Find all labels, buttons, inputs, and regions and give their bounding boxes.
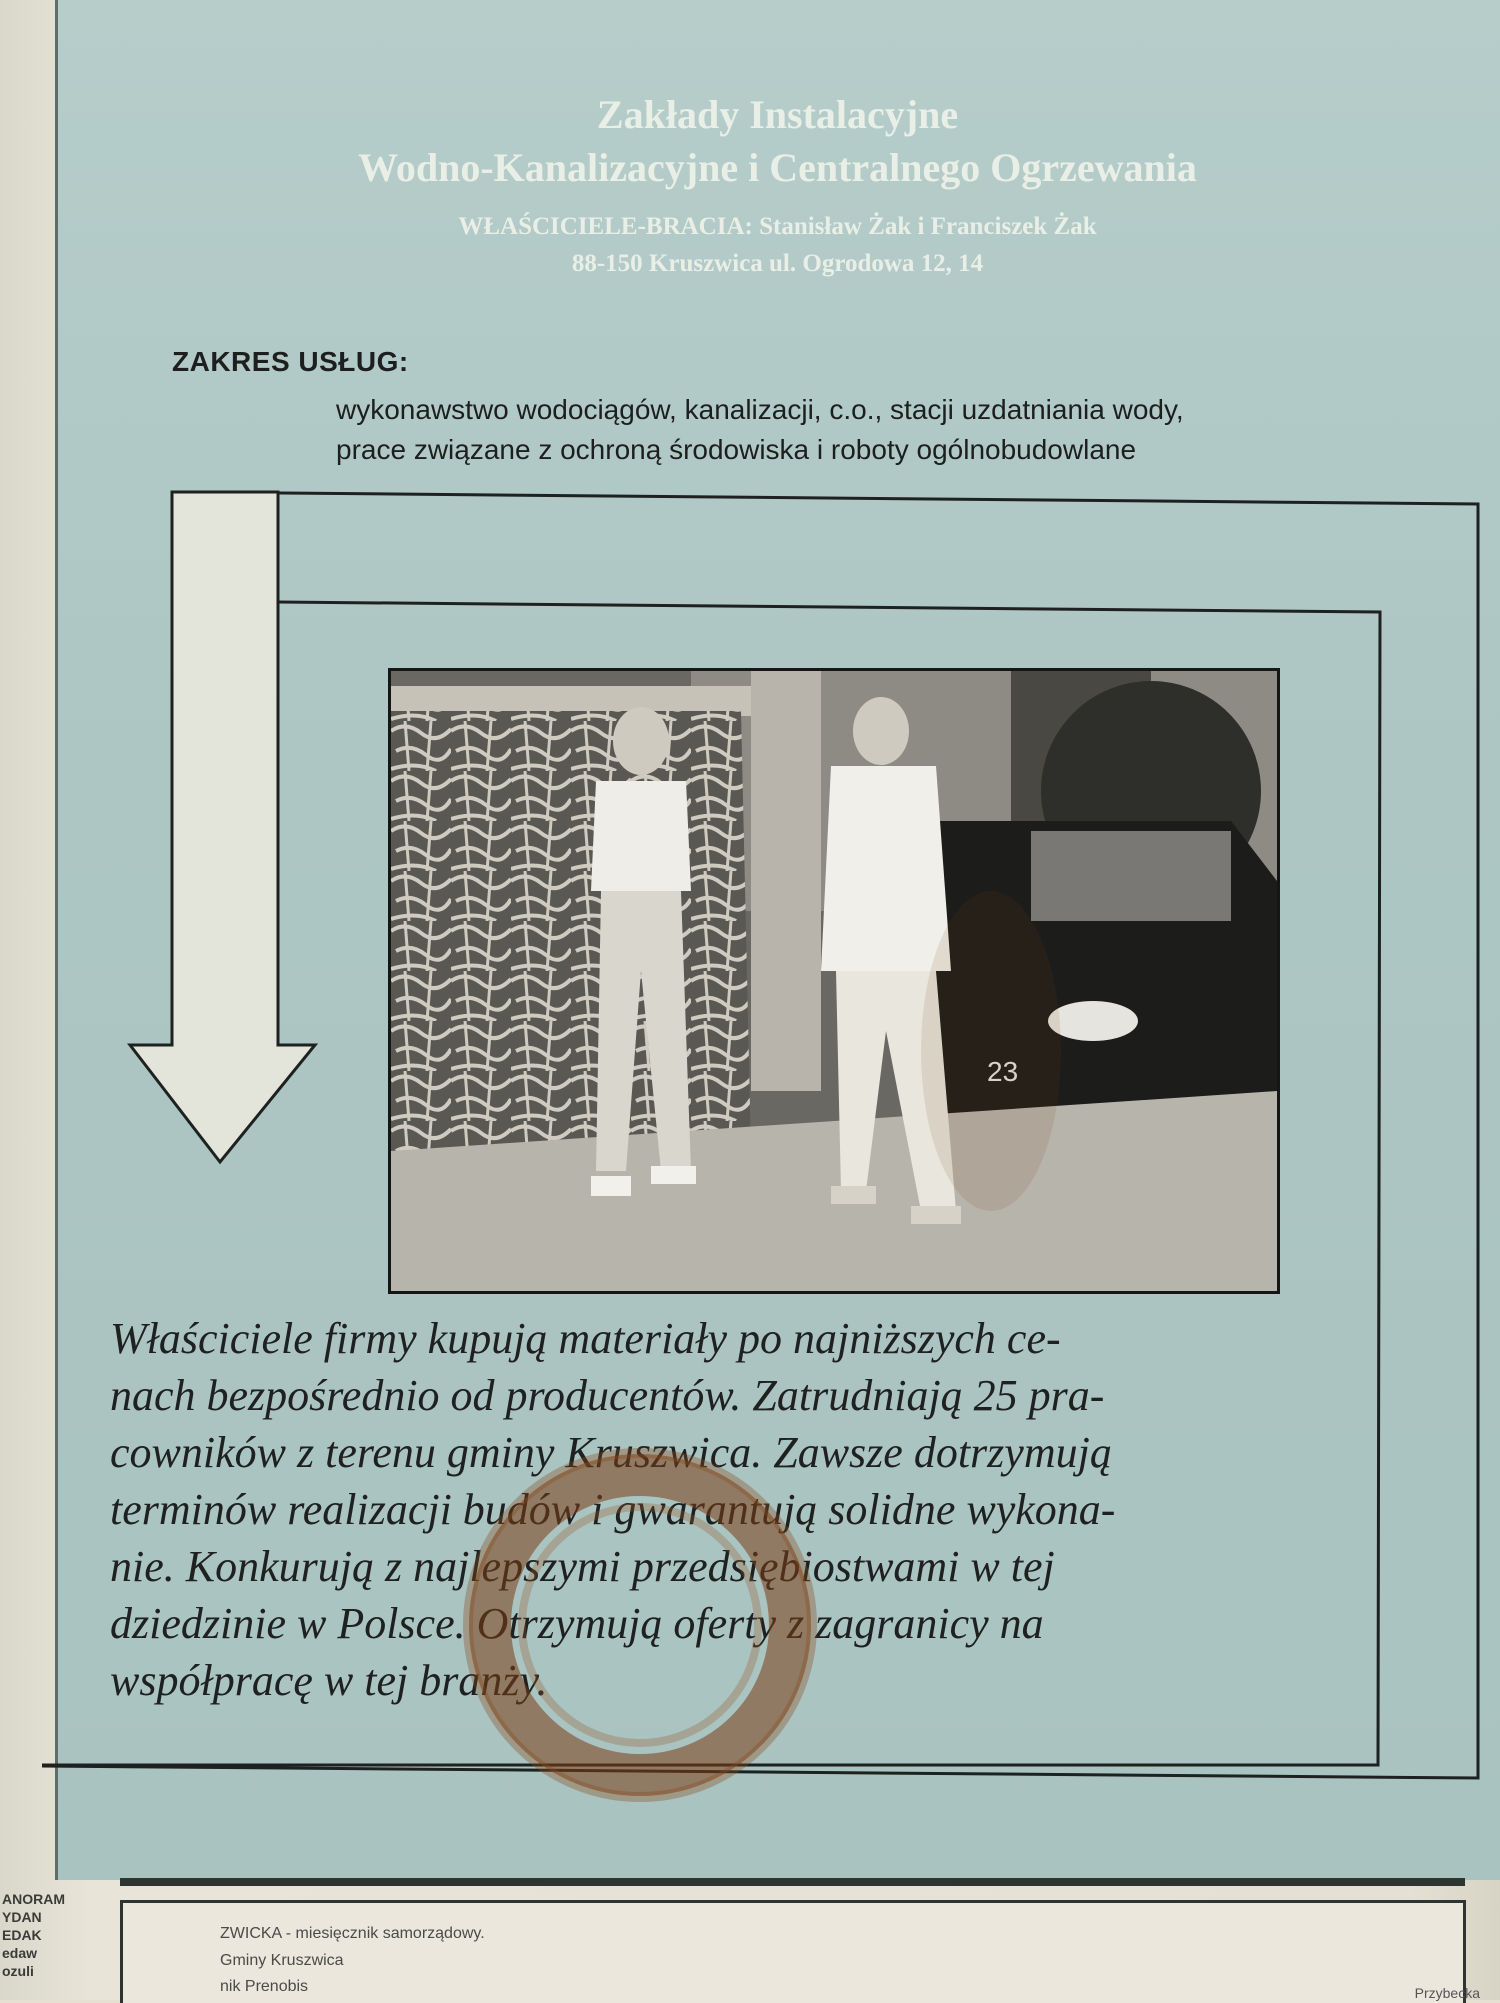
services-line-1: wykonawstwo wodociągów, kanalizacji, c.o., stacji uzdatniania wody, [336,394,1184,425]
margin-line: ANORAM [2,1891,65,1907]
services-line-2: prace związane z ochroną środowiska i roboty ogólnobudowlane [336,434,1137,465]
margin-line: YDAN [2,1909,42,1925]
licence-plate-text: 23 [987,1056,1019,1087]
masthead-right-fragment: Przybecka [1414,1985,1480,2001]
masthead-line-1: ZWICKA - miesięcznik samorządowy. [220,1925,485,1942]
owners-line: WŁAŚCICIELE-BRACIA: Stanisław Żak i Franciszek Żak [458,213,1097,240]
body-line: Właściciele firmy kupują materiały po najniższych ce- [110,1314,1061,1363]
company-name-line1: Zakłady Instalacyjne [596,92,959,137]
services-title: ZAKRES USŁUG: [172,346,409,377]
company-name-line2: Wodno-Kanalizacyjne i Centralnego Ogrzewania [358,145,1197,190]
body-line: nie. Konkurują z najlepszymi przedsiębiostwami w tej [110,1542,1055,1591]
masthead-line-3: nik Prenobis [220,1978,309,1995]
down-arrow-icon [130,492,315,1162]
photo-illustration [391,671,1277,1291]
body-line: cowników z terenu gminy Kruszwica. Zawsze dotrzymują [110,1428,1112,1477]
margin-line: EDAK [2,1927,42,1943]
owners-photo [388,668,1280,1294]
body-line: terminów realizacji budów i gwarantują solidne wykona- [110,1485,1116,1534]
margin-line: ozuli [2,1963,34,1979]
footer-rule [120,1878,1465,1886]
torn-margin-text [0,1890,112,2000]
body-line: nach bezpośrednio od producentów. Zatrudniają 25 pra- [110,1371,1105,1420]
address-line: 88-150 Kruszwica ul. Ogrodowa 12, 14 [571,250,984,277]
article-body [110,1310,1290,1709]
masthead-line-2: Gminy Kruszwica [220,1952,344,1969]
body-line: współpracę w tej branży. [110,1656,548,1705]
margin-line: edaw [2,1945,38,1961]
body-line: dziedzinie w Polsce. Otrzymują oferty z zagranicy na [110,1599,1044,1648]
